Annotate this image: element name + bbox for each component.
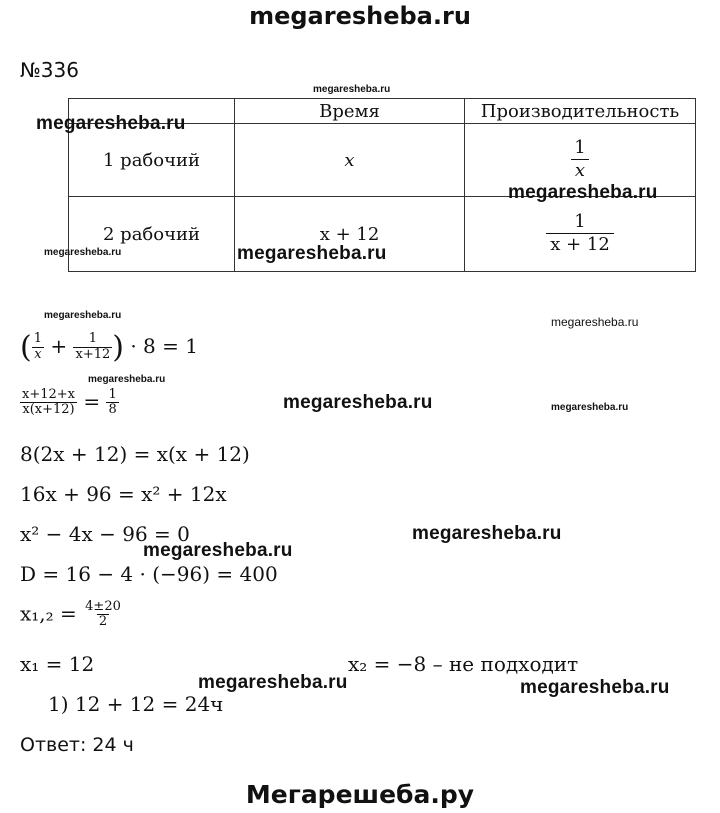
equation-2: $\frac{x+12+x}{x(x+12)}$ = $\frac{1}{8}$ — [22, 387, 117, 418]
equation-6: D = 16 − 4 · (−96) = 400 — [20, 562, 278, 586]
watermark: megaresheba.ru — [237, 243, 387, 264]
fraction: $\frac{1}{x}$ — [33, 331, 42, 362]
fraction: $\frac{4\pm 20}{2}$ — [85, 599, 121, 630]
watermark: megaresheba.ru — [44, 247, 122, 258]
problem-number: №336 — [20, 58, 79, 82]
table-header-time: Время — [235, 99, 465, 124]
watermark: megaresheba.ru — [520, 677, 670, 698]
watermark: megaresheba.ru — [508, 182, 658, 203]
watermark: megaresheba.ru — [88, 374, 166, 385]
equation-7: x₁,₂ = $\frac{4\pm 20}{2}$ — [20, 599, 121, 630]
fraction-numerator: 1 — [574, 137, 586, 159]
table-header-productivity: Производительность — [465, 99, 696, 124]
equation-4: 16x + 96 = x² + 12x — [20, 482, 227, 506]
fraction: $\frac{x+12+x}{x(x+12)}$ — [22, 387, 75, 418]
row-time — [235, 124, 465, 197]
fraction: $\frac{1}{x+12}$ — [75, 331, 111, 362]
time-value: x — [344, 149, 355, 171]
watermark: megaresheba.ru — [143, 540, 293, 561]
answer: Ответ: 24 ч — [20, 734, 134, 756]
watermark: megaresheba.ru — [412, 523, 562, 544]
watermark: megaresheba.ru — [198, 672, 348, 693]
row-label: 2 рабочий — [69, 197, 235, 272]
fraction-numerator: 1 — [574, 211, 586, 233]
site-title: megaresheba.ru — [249, 2, 471, 30]
footer-title: Мегарешеба.ру — [245, 780, 475, 809]
equation-5: x² − 4x − 96 = 0 — [20, 522, 190, 546]
row-label: 1 рабочий — [69, 124, 235, 197]
root-x1: x₁ = 12 — [20, 652, 95, 676]
root-x2: x₂ = −8 – не подходит — [348, 652, 579, 676]
equation-1: ( $\frac{1}{x}$ + $\frac{1}{x+12}$ ) · 8 = 1 — [20, 330, 198, 365]
solution-step-1: 1) 12 + 12 = 24ч — [48, 692, 224, 716]
time-value: x + 12 — [319, 223, 380, 245]
watermark: megaresheba.ru — [283, 392, 433, 413]
fraction-denominator: x + 12 — [546, 233, 614, 256]
row-productivity — [465, 197, 696, 272]
watermark: megaresheba.ru — [551, 315, 639, 329]
productivity-fraction — [570, 138, 589, 181]
watermark: megaresheba.ru — [551, 402, 629, 413]
fraction: $\frac{1}{8}$ — [108, 387, 117, 418]
watermark: megaresheba.ru — [44, 310, 122, 321]
productivity-fraction — [546, 212, 614, 255]
fraction-denominator: x — [571, 159, 589, 182]
equation-3: 8(2x + 12) = x(x + 12) — [20, 442, 250, 466]
watermark: megaresheba.ru — [36, 113, 186, 134]
watermark: megaresheba.ru — [313, 84, 391, 95]
